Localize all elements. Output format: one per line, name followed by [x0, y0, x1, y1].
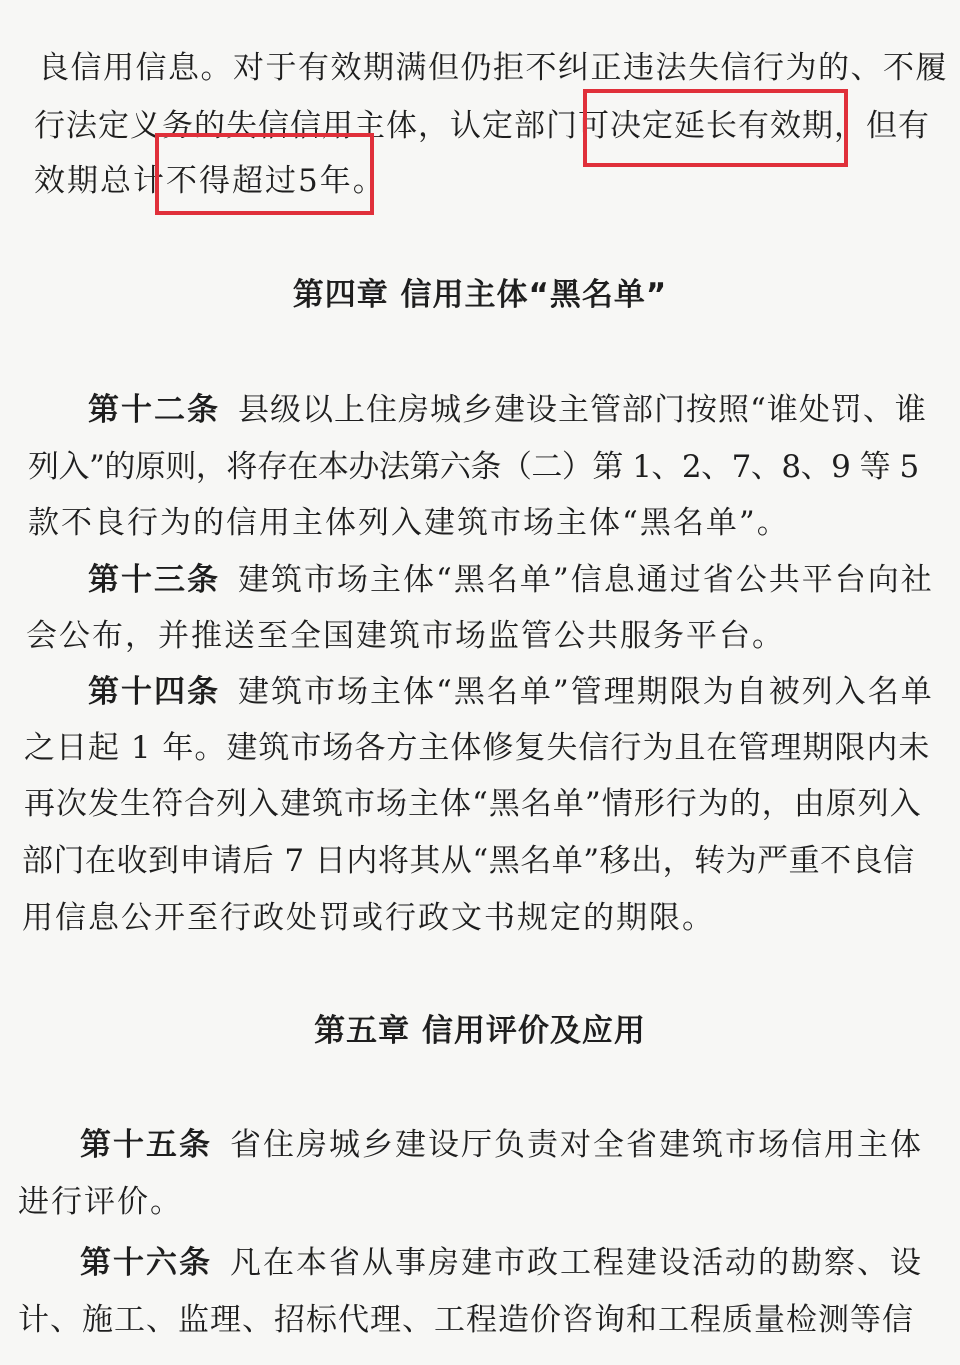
chapter-4-title: 第四章 信用主体“黑名单” [292, 277, 668, 313]
article-13-line-2: 会公布，并推送至全国建筑市场监管公共服务平台。 [26, 618, 785, 654]
continuation-line-3: 效期总计不得超过5年。 [34, 163, 386, 199]
article-15-label: 第十五条 [80, 1127, 212, 1163]
chapter-5-title: 第五章 信用评价及应用 [314, 1013, 646, 1049]
article-14-line-3: 再次发生符合列入建筑市场主体“黑名单”情形行为的，由原列入 [24, 786, 922, 822]
article-16-label: 第十六条 [80, 1245, 212, 1281]
article-14-line-1: 第十四条 建筑市场主体“黑名单”管理期限为自被列入名单 [88, 674, 934, 710]
article-16-line-1: 第十六条 凡在本省从事房建市政工程建设活动的勘察、设 [80, 1245, 923, 1281]
article-12-line-3: 款不良行为的信用主体列入建筑市场主体“黑名单”。 [28, 505, 790, 541]
article-15-line-2: 进行评价。 [18, 1184, 183, 1220]
article-12-line-2: 列入”的原则，将存在本办法第六条（二）第 1、2、7、8、9 等 5 [28, 449, 919, 485]
continuation-line-2: 行法定义务的失信信用主体，认定部门可决定延长有效期，但有 [34, 108, 930, 144]
article-12-label: 第十二条 [88, 392, 220, 428]
article-13-label: 第十三条 [88, 562, 220, 598]
article-14-line-2: 之日起 1 年。建筑市场各方主体修复失信行为且在管理期限内未 [24, 730, 931, 766]
continuation-line-1: 良信用信息。对于有效期满但仍拒不纠正违法失信行为的、不履 [38, 50, 948, 86]
article-12-line-1: 第十二条 县级以上住房城乡建设主管部门按照“谁处罚、谁 [88, 392, 927, 428]
article-14-label: 第十四条 [88, 674, 220, 710]
article-16-line-2: 计、施工、监理、招标代理、工程造价咨询和工程质量检测等信 [18, 1302, 914, 1338]
highlight-extend-validity: 可决定延长有效期 [578, 108, 834, 144]
article-15-line-1: 第十五条 省住房城乡建设厅负责对全省建筑市场信用主体 [80, 1127, 923, 1163]
article-13-line-1: 第十三条 建筑市场主体“黑名单”信息通过省公共平台向社 [88, 562, 934, 598]
highlight-max-5-years: 不得超过5年 [166, 163, 353, 199]
article-14-line-4: 部门在收到申请后 7 日内将其从“黑名单”移出，转为严重不良信 [22, 843, 915, 879]
article-14-line-5: 用信息公开至行政处罚或行政文书规定的期限。 [22, 900, 715, 936]
